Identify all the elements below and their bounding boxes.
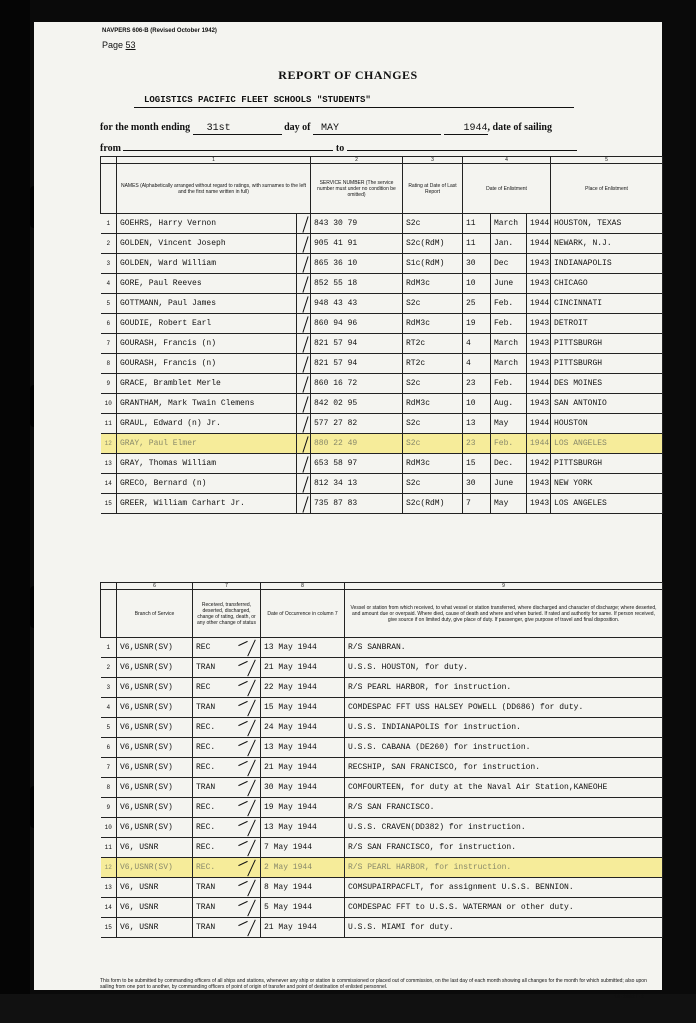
branch-cell: V6, USNR	[117, 838, 193, 858]
branch-cell: V6,USNR(SV)	[117, 718, 193, 738]
month-line: for the month ending 31st day of MAY 1944, date of sailing	[100, 122, 552, 134]
service-number-cell: 821 57 94	[311, 334, 403, 354]
table-row	[101, 394, 663, 414]
row-number: 1	[101, 214, 117, 234]
vessel-cell: U.S.S. CABANA (DE260) for instruction.	[345, 738, 663, 758]
vessel-cell: U.S.S. INDIANAPOLIS for instruction.	[345, 718, 663, 738]
service-number-cell: 865 36 10	[311, 254, 403, 274]
page-number: Page 53	[102, 40, 136, 50]
form-id: NAVPERS 606-B (Revised October 1942)	[102, 28, 217, 34]
date-cell: 8 May 1944	[261, 878, 345, 898]
date-cell: 7 May 1944	[261, 838, 345, 858]
vessel-cell: COMDESPAC FFT to U.S.S. WATERMAN or other duty.	[345, 898, 663, 918]
branch-cell: V6,USNR(SV)	[117, 798, 193, 818]
row-number: 9	[101, 374, 117, 394]
enlist-month-cell: June	[491, 274, 527, 294]
col-rating-number: 3	[403, 157, 463, 164]
status-cell: TRAN	[193, 878, 261, 898]
service-number-cell: 843 30 79	[311, 214, 403, 234]
vessel-cell: R/S PEARL HARBOR, for instruction.	[345, 678, 663, 698]
enlist-year-cell: 1943	[527, 314, 551, 334]
service-number-cell: 880 22 49	[311, 434, 403, 454]
place-cell: PITTSBURGH	[551, 454, 663, 474]
checkmark-icon	[297, 314, 311, 334]
col-vessel-header: Vessel or station from which received, to what vessel or station transferred, where discharged and character of discharge; where deserted, and amount due or overpaid. Where died, cause of death and where and when buried. If rated and authority for same. If person received, give source if on limited duty, give place of duty. If passenger, give purpose of travel and final disposition.	[345, 590, 663, 638]
row-number: 14	[101, 898, 117, 918]
enlist-month-cell: June	[491, 474, 527, 494]
checkmark-icon	[297, 334, 311, 354]
document-page	[34, 22, 662, 1000]
binder-edge	[0, 0, 30, 1023]
place-cell: SAN ANTONIO	[551, 394, 663, 414]
place-cell: PITTSBURGH	[551, 334, 663, 354]
rating-cell: S2c	[403, 434, 463, 454]
date-cell: 24 May 1944	[261, 718, 345, 738]
table-row	[101, 334, 663, 354]
col-names-header: NAMES (Alphabetically arranged without regard to ratings, with surnames to the left and the first name written in full)	[117, 164, 311, 214]
name-cell: GOUDIE, Robert Earl	[117, 314, 297, 334]
enlist-day-cell: 11	[463, 234, 491, 254]
date-cell: 5 May 1944	[261, 898, 345, 918]
date-cell: 21 May 1944	[261, 918, 345, 938]
col-branch-header: Branch of Service	[117, 590, 193, 638]
rating-cell: RT2c	[403, 334, 463, 354]
place-cell: HOUSTON, TEXAS	[551, 214, 663, 234]
enlist-month-cell: Jan.	[491, 234, 527, 254]
row-number: 11	[101, 838, 117, 858]
rating-cell: RdM3c	[403, 274, 463, 294]
branch-cell: V6,USNR(SV)	[117, 758, 193, 778]
enlist-year-cell: 1943	[527, 354, 551, 374]
vessel-cell: U.S.S. MIAMI for duty.	[345, 918, 663, 938]
date-cell: 21 May 1944	[261, 758, 345, 778]
vessel-cell: COMFOURTEEN, for duty at the Naval Air Station,KANEOHE	[345, 778, 663, 798]
table-row	[101, 234, 663, 254]
status-cell: REC.	[193, 798, 261, 818]
name-cell: GRAUL, Edward (n) Jr.	[117, 414, 297, 434]
col-date-number: 8	[261, 583, 345, 590]
vessel-cell: U.S.S. CRAVEN(DD382) for instruction.	[345, 818, 663, 838]
table-row	[101, 354, 663, 374]
place-cell: PITTSBURGH	[551, 354, 663, 374]
enlist-month-cell: Feb.	[491, 374, 527, 394]
table-row	[101, 678, 663, 698]
row-number: 8	[101, 778, 117, 798]
vessel-cell: R/S SAN FRANCISCO, for instruction.	[345, 838, 663, 858]
enlist-day-cell: 30	[463, 474, 491, 494]
enlist-day-cell: 7	[463, 494, 491, 514]
table-row	[101, 314, 663, 334]
enlist-day-cell: 11	[463, 214, 491, 234]
vessel-cell: R/S SAN FRANCISCO.	[345, 798, 663, 818]
col-status-header: Received, transferred, deserted, discharged, change of rating, death, or any other change of status	[193, 590, 261, 638]
row-number: 10	[101, 818, 117, 838]
place-cell: DES MOINES	[551, 374, 663, 394]
row-number: 5	[101, 718, 117, 738]
col-place-header: Place of Enlistment	[551, 164, 663, 214]
page-title: REPORT OF CHANGES	[278, 68, 418, 82]
row-number: 14	[101, 474, 117, 494]
branch-cell: V6, USNR	[117, 918, 193, 938]
scan-bottom-strip	[0, 994, 696, 1023]
enlist-day-cell: 19	[463, 314, 491, 334]
col-enlist-number: 4	[463, 157, 551, 164]
vessel-cell: RECSHIP, SAN FRANCISCO, for instruction.	[345, 758, 663, 778]
date-cell: 21 May 1944	[261, 658, 345, 678]
status-cell: REC.	[193, 738, 261, 758]
table-row	[101, 214, 663, 234]
rating-cell: S1c(RdM)	[403, 254, 463, 274]
table-row	[101, 454, 663, 474]
name-cell: GRACE, Bramblet Merle	[117, 374, 297, 394]
checkmark-icon	[297, 494, 311, 514]
enlist-day-cell: 4	[463, 334, 491, 354]
enlist-month-cell: Aug.	[491, 394, 527, 414]
enlist-day-cell: 13	[463, 414, 491, 434]
changes-table	[100, 582, 663, 938]
date-cell: 15 May 1944	[261, 698, 345, 718]
checkmark-icon	[297, 354, 311, 374]
place-cell: NEWARK, N.J.	[551, 234, 663, 254]
name-cell: GOLDEN, Ward William	[117, 254, 297, 274]
form-code: 16-26627-2	[614, 994, 645, 1000]
from-to-line: from to	[100, 143, 577, 154]
row-number: 7	[101, 758, 117, 778]
enlist-year-cell: 1944	[527, 214, 551, 234]
checkmark-icon	[297, 394, 311, 414]
row-number: 2	[101, 234, 117, 254]
status-cell: REC.	[193, 838, 261, 858]
status-cell: TRAN	[193, 658, 261, 678]
checkmark-icon	[297, 414, 311, 434]
enlist-year-cell: 1943	[527, 274, 551, 294]
branch-cell: V6,USNR(SV)	[117, 658, 193, 678]
table-row	[101, 878, 663, 898]
status-cell: REC	[193, 678, 261, 698]
col-status-number: 7	[193, 583, 261, 590]
branch-cell: V6,USNR(SV)	[117, 678, 193, 698]
table-row	[101, 434, 663, 454]
rating-cell: S2c	[403, 474, 463, 494]
branch-cell: V6,USNR(SV)	[117, 698, 193, 718]
enlist-year-cell: 1944	[527, 414, 551, 434]
service-number-cell: 653 58 97	[311, 454, 403, 474]
table-row	[101, 798, 663, 818]
vessel-cell: R/S PEARL HARBOR, for instruction.	[345, 858, 663, 878]
status-cell: TRAN	[193, 698, 261, 718]
vessel-cell: U.S.S. HOUSTON, for duty.	[345, 658, 663, 678]
enlist-year-cell: 1944	[527, 434, 551, 454]
table-row	[101, 778, 663, 798]
vessel-cell: COMSUPAIRPACFLT, for assignment U.S.S. BENNION.	[345, 878, 663, 898]
col-place-number: 5	[551, 157, 663, 164]
enlist-year-cell: 1943	[527, 254, 551, 274]
date-cell: 13 May 1944	[261, 818, 345, 838]
table-row	[101, 494, 663, 514]
col-names-number: 1	[117, 157, 311, 164]
branch-cell: V6,USNR(SV)	[117, 818, 193, 838]
unit-name: LOGISTICS PACIFIC FLEET SCHOOLS "STUDENTS"	[144, 95, 371, 105]
enlist-year-cell: 1943	[527, 474, 551, 494]
rating-cell: S2c	[403, 374, 463, 394]
enlist-year-cell: 1943	[527, 494, 551, 514]
enlist-year-cell: 1944	[527, 234, 551, 254]
checkmark-icon	[297, 254, 311, 274]
checkmark-icon	[297, 294, 311, 314]
date-cell: 13 May 1944	[261, 638, 345, 658]
row-number: 10	[101, 394, 117, 414]
name-cell: GRANTHAM, Mark Twain Clemens	[117, 394, 297, 414]
enlist-day-cell: 23	[463, 434, 491, 454]
place-cell: NEW YORK	[551, 474, 663, 494]
enlist-year-cell: 1942	[527, 454, 551, 474]
row-number: 12	[101, 434, 117, 454]
place-cell: LOS ANGELES	[551, 434, 663, 454]
table-row	[101, 898, 663, 918]
table-row	[101, 638, 663, 658]
enlist-day-cell: 23	[463, 374, 491, 394]
row-number: 9	[101, 798, 117, 818]
table-row	[101, 738, 663, 758]
checkmark-icon	[297, 274, 311, 294]
col-enlist-header: Date of Enlistment	[463, 164, 551, 214]
row-number: 1	[101, 638, 117, 658]
name-cell: GOURASH, Francis (n)	[117, 334, 297, 354]
name-cell: GRAY, Paul Elmer	[117, 434, 297, 454]
enlist-day-cell: 10	[463, 274, 491, 294]
enlist-month-cell: March	[491, 354, 527, 374]
row-number: 12	[101, 858, 117, 878]
row-number: 13	[101, 454, 117, 474]
enlist-month-cell: May	[491, 494, 527, 514]
rating-cell: S2c	[403, 414, 463, 434]
enlist-day-cell: 15	[463, 454, 491, 474]
enlist-month-cell: Dec	[491, 254, 527, 274]
status-cell: REC.	[193, 818, 261, 838]
enlist-year-cell: 1943	[527, 334, 551, 354]
enlist-month-cell: Feb.	[491, 294, 527, 314]
row-number: 6	[101, 738, 117, 758]
table-row	[101, 414, 663, 434]
table-row	[101, 818, 663, 838]
place-cell: INDIANAPOLIS	[551, 254, 663, 274]
place-cell: HOUSTON	[551, 414, 663, 434]
name-cell: GRECO, Bernard (n)	[117, 474, 297, 494]
enlist-year-cell: 1944	[527, 294, 551, 314]
table-row	[101, 374, 663, 394]
vessel-cell: COMDESPAC FFT USS HALSEY POWELL (DD686) for duty.	[345, 698, 663, 718]
rating-cell: RdM3c	[403, 454, 463, 474]
branch-cell: V6,USNR(SV)	[117, 638, 193, 658]
checkmark-icon	[297, 434, 311, 454]
underline	[134, 107, 574, 108]
place-cell: CHICAGO	[551, 274, 663, 294]
branch-cell: V6,USNR(SV)	[117, 778, 193, 798]
service-number-cell: 842 02 95	[311, 394, 403, 414]
name-cell: GOLDEN, Vincent Joseph	[117, 234, 297, 254]
service-number-cell: 735 87 83	[311, 494, 403, 514]
row-number: 3	[101, 254, 117, 274]
date-cell: 19 May 1944	[261, 798, 345, 818]
enlist-year-cell: 1944	[527, 374, 551, 394]
service-number-cell: 948 43 43	[311, 294, 403, 314]
branch-cell: V6, USNR	[117, 898, 193, 918]
row-number: 4	[101, 698, 117, 718]
name-cell: GRAY, Thomas William	[117, 454, 297, 474]
place-cell: DETROIT	[551, 314, 663, 334]
footer-note: This form to be submitted by commanding officers of all ships and stations, whenever any ship or station is commissioned or placed out of commission, on the last day of each month showing all changes for the month for which submitted; also upon sailing from one port to another, by commanding officers of point of origin of transfer and point of destination of enlisted personnel.	[100, 978, 647, 990]
rating-cell: S2c	[403, 214, 463, 234]
status-cell: REC	[193, 638, 261, 658]
branch-cell: V6,USNR(SV)	[117, 738, 193, 758]
col-date-header: Date of Occurrence in column 7	[261, 590, 345, 638]
status-cell: TRAN	[193, 778, 261, 798]
col-vessel-number: 9	[345, 583, 663, 590]
row-number: 3	[101, 678, 117, 698]
service-number-cell: 577 27 82	[311, 414, 403, 434]
status-cell: REC.	[193, 718, 261, 738]
table-row	[101, 658, 663, 678]
col-branch-number: 6	[117, 583, 193, 590]
row-number: 15	[101, 494, 117, 514]
enlist-day-cell: 10	[463, 394, 491, 414]
place-cell: CINCINNATI	[551, 294, 663, 314]
enlist-day-cell: 25	[463, 294, 491, 314]
checkmark-icon	[297, 454, 311, 474]
row-number: 11	[101, 414, 117, 434]
row-number: 13	[101, 878, 117, 898]
rating-cell: RT2c	[403, 354, 463, 374]
rating-cell: RdM3c	[403, 394, 463, 414]
status-cell: REC.	[193, 758, 261, 778]
row-number: 5	[101, 294, 117, 314]
name-cell: GORE, Paul Reeves	[117, 274, 297, 294]
table-row	[101, 294, 663, 314]
date-cell: 2 May 1944	[261, 858, 345, 878]
enlist-year-cell: 1943	[527, 394, 551, 414]
branch-cell: V6, USNR	[117, 878, 193, 898]
table-row	[101, 274, 663, 294]
enlist-month-cell: May	[491, 414, 527, 434]
date-cell: 30 May 1944	[261, 778, 345, 798]
name-cell: GOEHRS, Harry Vernon	[117, 214, 297, 234]
service-number-cell: 821 57 94	[311, 354, 403, 374]
row-number: 2	[101, 658, 117, 678]
checkmark-icon	[297, 234, 311, 254]
date-cell: 22 May 1944	[261, 678, 345, 698]
enlist-day-cell: 4	[463, 354, 491, 374]
place-cell: LOS ANGELES	[551, 494, 663, 514]
date-cell: 13 May 1944	[261, 738, 345, 758]
table-row	[101, 838, 663, 858]
enlist-month-cell: March	[491, 214, 527, 234]
col-service-header: SERVICE NUMBER (The service number must under no condition be omitted)	[311, 164, 403, 214]
enlist-month-cell: March	[491, 334, 527, 354]
enlist-month-cell: Feb.	[491, 314, 527, 334]
checkmark-icon	[297, 214, 311, 234]
row-number: 8	[101, 354, 117, 374]
table-row	[101, 698, 663, 718]
enlist-month-cell: Feb.	[491, 434, 527, 454]
service-number-cell: 860 94 96	[311, 314, 403, 334]
table-row	[101, 918, 663, 938]
row-number: 7	[101, 334, 117, 354]
checkmark-icon	[297, 374, 311, 394]
branch-cell: V6,USNR(SV)	[117, 858, 193, 878]
service-number-cell: 852 55 18	[311, 274, 403, 294]
personnel-table	[100, 156, 663, 514]
rating-cell: S2c(RdM)	[403, 234, 463, 254]
table-row	[101, 474, 663, 494]
table-row	[101, 758, 663, 778]
name-cell: GOURASH, Francis (n)	[117, 354, 297, 374]
name-cell: GOTTMANN, Paul James	[117, 294, 297, 314]
table-row	[101, 254, 663, 274]
checkmark-icon	[297, 474, 311, 494]
service-number-cell: 905 41 91	[311, 234, 403, 254]
enlist-month-cell: Dec.	[491, 454, 527, 474]
row-number: 6	[101, 314, 117, 334]
service-number-cell: 812 34 13	[311, 474, 403, 494]
status-cell: REC.	[193, 858, 261, 878]
col-rating-header: Rating at Date of Last Report	[403, 164, 463, 214]
rating-cell: S2c(RdM)	[403, 494, 463, 514]
table-row	[101, 718, 663, 738]
row-number: 4	[101, 274, 117, 294]
name-cell: GREER, William Carhart Jr.	[117, 494, 297, 514]
status-cell: TRAN	[193, 898, 261, 918]
enlist-day-cell: 30	[463, 254, 491, 274]
service-number-cell: 860 16 72	[311, 374, 403, 394]
rating-cell: S2c	[403, 294, 463, 314]
rating-cell: RdM3c	[403, 314, 463, 334]
col-service-number: 2	[311, 157, 403, 164]
status-cell: TRAN	[193, 918, 261, 938]
vessel-cell: R/S SANBRAN.	[345, 638, 663, 658]
table-row	[101, 858, 663, 878]
row-number: 15	[101, 918, 117, 938]
